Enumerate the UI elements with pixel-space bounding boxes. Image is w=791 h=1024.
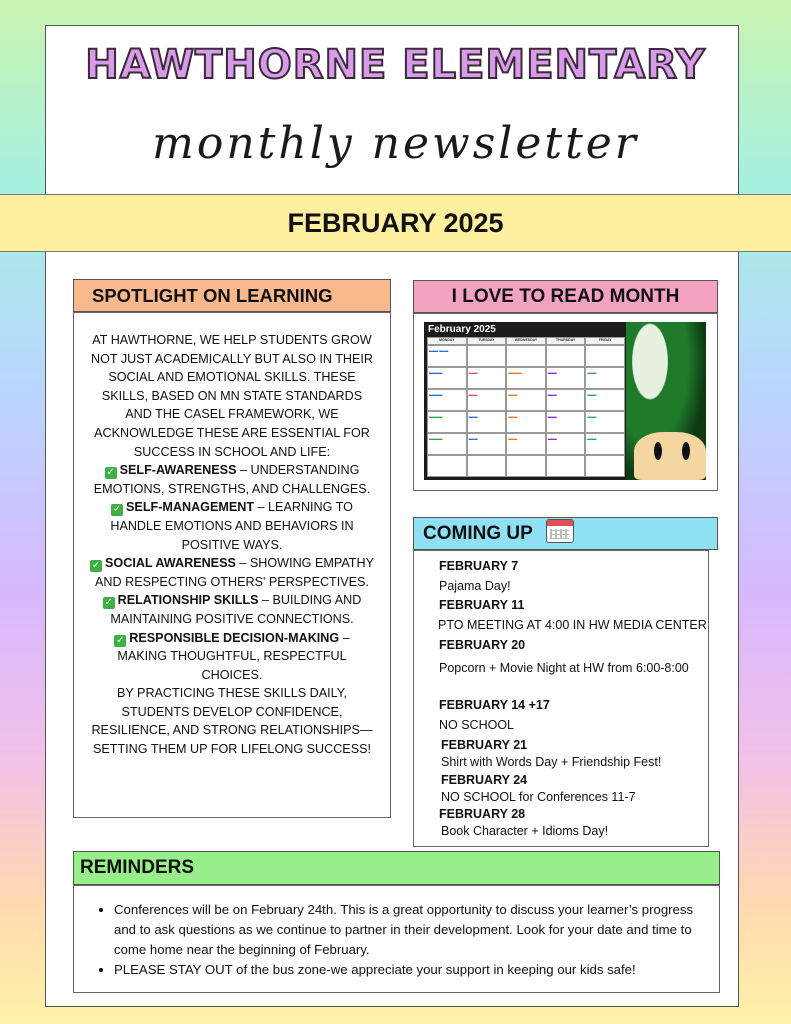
mushroom-eye xyxy=(654,442,662,460)
spotlight-intro: AT HAWTHORNE, WE HELP STUDENTS GROW NOT JUST ACADEMICALLY BUT ALSO IN THEIR SOCIAL AND EMOTIONAL SKILLS. THESE SKILLS, BASED ON MN STATE STANDARDS AND THE CASEL FRAMEWORK, WE ACKNOWLEDGE THESE ARE ESSENTIAL FOR SUCCESS IN SCHOOL AND LIFE: xyxy=(90,333,374,459)
calendar-cell: ▬▬ xyxy=(467,367,507,389)
event-item xyxy=(441,738,661,769)
calendar-day-header: MONDAY xyxy=(427,337,467,345)
calendar-cell: ▬▬ xyxy=(506,411,546,433)
check-icon: ✓ xyxy=(112,504,122,516)
reminders-heading-text: REMINDERS xyxy=(80,857,195,878)
event-date: FEBRUARY 20 xyxy=(439,638,526,652)
skill-item: ✓ SELF-MANAGEMENT – LEARNING TO HANDLE EMOTIONS AND BEHAVIORS IN POSITIVE WAYS. xyxy=(110,500,354,552)
calendar-cell xyxy=(467,455,507,477)
event-item xyxy=(439,807,608,838)
calendar-cell: ▬▬ xyxy=(546,367,586,389)
calendar-day-header: FRIDAY xyxy=(585,337,625,345)
calendar-cell xyxy=(546,455,586,477)
calendar-cell xyxy=(546,345,586,367)
calendar-cell: ▬▬ ▬▬ xyxy=(427,345,467,367)
calendar-cell: ▬▬ xyxy=(585,367,625,389)
event-item xyxy=(439,598,707,632)
calendar-cell: ▬▬ xyxy=(546,433,586,455)
newsletter-subtitle: monthly newsletter xyxy=(152,118,639,169)
reading-calendar-image xyxy=(424,322,706,480)
event-text: NO SCHOOL xyxy=(439,718,515,732)
calendar-cell: ▬▬ xyxy=(506,433,546,455)
reminder-item: • Conferences will be on February 24th. This is a great opportunity to discuss your learner’s progress and to ask questions as we continue to partner in their development. Look for your date and time to come home near the beginning of February. xyxy=(114,900,699,960)
event-date: FEBRUARY 28 xyxy=(439,807,526,821)
calendar-cell: ▬▬ xyxy=(467,411,507,433)
calendar-cell: ▬▬ xyxy=(585,389,625,411)
calendar-cell: ▬▬ xyxy=(467,433,507,455)
calendar-cell xyxy=(506,345,546,367)
calendar-cell xyxy=(427,455,467,477)
reminders-box xyxy=(73,885,720,993)
school-title: HAWTHORNE ELEMENTARY xyxy=(85,42,706,88)
spotlight-heading-text: SPOTLIGHT ON LEARNING xyxy=(92,285,333,306)
calendar-cell: ▬▬▬ xyxy=(427,367,467,389)
month-label: FEBRUARY 2025 xyxy=(287,208,504,238)
coming-heading-text: COMING UP xyxy=(423,523,533,544)
calendar-title: February 2025 xyxy=(428,324,496,335)
event-text: Book Character + Idioms Day! xyxy=(441,824,609,838)
event-text: NO SCHOOL for Conferences 11-7 xyxy=(441,790,636,804)
event-text: Pajama Day! xyxy=(439,579,511,593)
event-date: FEBRUARY 14 +17 xyxy=(439,698,550,712)
skill-item: ✓ RESPONSIBLE DECISION-MAKING – MAKING THOUGHTFUL, RESPECTFUL CHOICES. xyxy=(116,630,350,682)
check-icon: ✓ xyxy=(91,560,101,572)
read-heading xyxy=(413,280,718,313)
calendar-cell: ▬▬ xyxy=(585,433,625,455)
calendar-cell: ▬▬▬ xyxy=(506,367,546,389)
event-item xyxy=(439,698,550,732)
read-heading-text: I LOVE TO READ MONTH xyxy=(451,286,680,307)
check-icon: ✓ xyxy=(106,467,115,479)
mushroom-eye xyxy=(682,442,690,460)
coming-heading xyxy=(413,517,718,550)
event-item xyxy=(439,638,704,678)
calendar-cell xyxy=(506,455,546,477)
reminders-list xyxy=(74,886,719,980)
check-icon: ✓ xyxy=(104,597,113,609)
skill-item: ✓ SOCIAL AWARENESS – SHOWING EMPATHY AND RESPECTING OTHERS' PERSPECTIVES. xyxy=(91,556,374,589)
coming-box xyxy=(413,550,709,847)
skill-item: ✓ RELATIONSHIP SKILLS – BUILDING AND MAINTAINING POSITIVE CONNECTIONS. xyxy=(104,593,362,626)
calendar-cell xyxy=(585,455,625,477)
calendar-cell xyxy=(467,345,507,367)
reminder-item: • PLEASE STAY OUT of the bus zone-we appreciate your support in keeping our kids safe! xyxy=(114,960,699,980)
event-date: FEBRUARY 24 xyxy=(441,773,528,787)
calendar-day-header: WEDNESDAY xyxy=(506,337,546,345)
skill-item: ✓ SELF-AWARENESS – UNDERSTANDING EMOTIONS, STRENGTHS, AND CHALLENGES. xyxy=(93,463,371,496)
calendar-cell: ▬▬▬ xyxy=(427,389,467,411)
event-text: Popcorn + Movie Night at HW from 6:00-8:00 xyxy=(439,661,689,675)
calendar-cell: ▬▬ xyxy=(585,411,625,433)
calendar-cell: ▬▬ xyxy=(546,411,586,433)
calendar-cell: ▬▬▬ xyxy=(427,433,467,455)
calendar-grid xyxy=(427,337,625,477)
spotlight-heading xyxy=(73,279,391,312)
check-icon: ✓ xyxy=(116,634,125,646)
spotlight-outro: BY PRACTICING THESE SKILLS DAILY, STUDENTS DEVELOP CONFIDENCE, RESILIENCE, AND STRONG RELATIONSHIPS—SETTING THEM UP FOR LIFELONG SUCCESS! xyxy=(91,686,373,757)
calendar-cell: ▬▬ xyxy=(467,389,507,411)
event-date: FEBRUARY 21 xyxy=(441,738,528,752)
calendar-day-header: TUESDAY xyxy=(467,337,507,345)
calendar-cell: ▬▬ xyxy=(546,389,586,411)
spotlight-box xyxy=(73,312,391,818)
spotlight-text xyxy=(74,313,390,759)
calendar-cell xyxy=(585,345,625,367)
event-text: PTO MEETING AT 4:00 IN HW MEDIA CENTER xyxy=(438,618,707,632)
calendar-icon xyxy=(546,519,574,543)
event-item xyxy=(439,559,518,593)
reminders-heading xyxy=(73,851,720,885)
mushroom-face xyxy=(634,432,706,480)
event-text: Shirt with Words Day + Friendship Fest! xyxy=(441,755,662,769)
event-date: FEBRUARY 11 xyxy=(439,598,525,612)
calendar-cell: ▬▬▬ xyxy=(427,411,467,433)
calendar-day-header: THURSDAY xyxy=(546,337,586,345)
event-item xyxy=(441,773,636,804)
event-date: FEBRUARY 7 xyxy=(439,559,519,573)
calendar-cell: ▬▬ xyxy=(506,389,546,411)
month-banner xyxy=(0,194,791,252)
